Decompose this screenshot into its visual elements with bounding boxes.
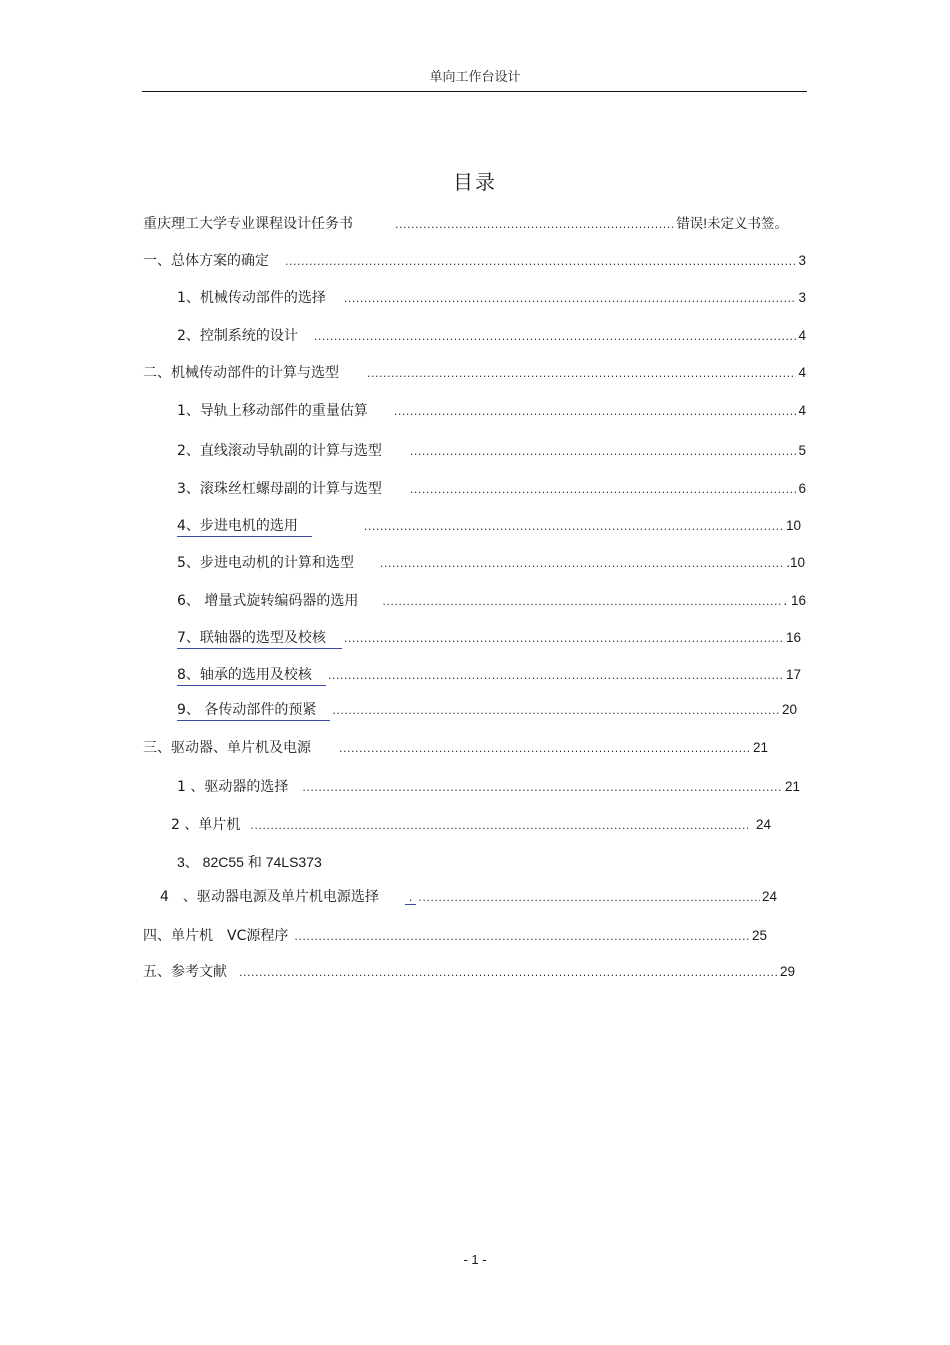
toc-entry-label: 3、 82C55 和 74LS373 [177, 854, 322, 870]
toc-entry-linear-guide[interactable] [177, 440, 806, 462]
toc-entry-link[interactable]: 9、 各传动部件的预紧 [177, 699, 330, 721]
toc-entry-link[interactable]: 7、联轴器的选型及校核 [177, 627, 342, 649]
toc-entry-page: 21 [752, 740, 768, 755]
toc-entry-label: 1、机械传动部件的选择 [177, 290, 326, 306]
toc-leader-dots [339, 742, 751, 755]
toc-entry-mech-selection[interactable] [177, 287, 806, 309]
toc-entry-label: 1、导轨上移动部件的重量估算 [177, 403, 368, 419]
toc-leader-dots [364, 520, 784, 533]
toc-entry-page: .10 [786, 555, 805, 570]
toc-entry-label: 3、滚珠丝杠螺母副的计算与选型 [177, 481, 382, 497]
toc-entry-link[interactable]: 4、步进电机的选用 [177, 515, 312, 537]
toc-entry-page: 错误!未定义书签。 [676, 216, 788, 231]
toc-leader-dots [382, 595, 781, 608]
toc-leader-dots [367, 367, 796, 380]
toc-entry-label: 四、单片机 VC源程序 [143, 928, 289, 944]
toc-leader-dots [314, 330, 797, 343]
toc-entry-vc-source[interactable] [143, 925, 767, 947]
toc-entry-ball-screw[interactable] [177, 478, 806, 500]
toc-entry-page: . 16 [783, 593, 806, 608]
toc-entry-label: 4 、驱动器电源及单片机电源选择 [160, 889, 379, 905]
toc-entry-page: 17 [785, 667, 801, 682]
toc-entry-overall-scheme[interactable] [143, 250, 806, 272]
toc-entry-stepper-calc[interactable] [177, 552, 805, 574]
toc-entry-page: 16 [785, 630, 801, 645]
toc-entry-page: 24 [755, 817, 771, 832]
toc-entry-82c55[interactable] [177, 852, 477, 874]
toc-entry-preload[interactable] [177, 699, 797, 721]
toc-leader-dots [344, 632, 784, 645]
toc-entry-label: 重庆理工大学专业课程设计任务书 [143, 216, 353, 232]
toc-entry-label: 二、机械传动部件的计算与选型 [143, 365, 339, 381]
toc-entry-bearing[interactable] [177, 664, 801, 686]
toc-leader-dots [344, 292, 797, 305]
toc-entry-references[interactable] [143, 961, 795, 983]
toc-leader-dots [380, 557, 784, 570]
toc-entry-label: 6、 增量式旋转编码器的选用 [177, 593, 359, 609]
toc-entry-stepper-selection[interactable] [177, 515, 801, 537]
toc-leader-dots [410, 483, 797, 496]
toc-leader-dots [332, 704, 780, 717]
header-title: 单向工作台设计 [429, 70, 521, 85]
toc-entry-power-selection[interactable] [160, 886, 777, 908]
toc-entry-label: 1 、驱动器的选择 [177, 779, 289, 795]
page-number: - 1 - [463, 1252, 487, 1267]
toc-entry-driver-selection[interactable] [177, 776, 800, 798]
toc-leader-dots [418, 891, 760, 904]
toc-leader-dots [302, 781, 783, 794]
toc-entry-label: 一、总体方案的确定 [143, 253, 269, 269]
toc-leader-dots [410, 445, 797, 458]
toc-leader-dots [394, 405, 797, 418]
toc-entry-page: 4 [798, 328, 806, 343]
toc-entry-page: 4 [798, 403, 806, 418]
toc-entry-label: 五、参考文献 [143, 964, 227, 980]
toc-entry-link[interactable]: 8、轴承的选用及校核 [177, 664, 326, 686]
toc-entry-page: 25 [751, 928, 767, 943]
toc-entry-weight-estimate[interactable] [177, 400, 806, 422]
toc-entry-label: 2、控制系统的设计 [177, 328, 298, 344]
toc-entry-link-marker[interactable]: . [405, 891, 417, 905]
toc-entry-label: 2 、单片机 [171, 817, 241, 833]
toc-entry-control-design[interactable] [177, 325, 806, 347]
toc-entry-task-book[interactable] [143, 212, 788, 234]
toc-leader-dots [250, 819, 748, 832]
toc-entry-mech-calc[interactable] [143, 362, 806, 384]
toc-entry-page: 10 [785, 518, 801, 533]
toc-title: 目录 [453, 170, 497, 194]
header-rule [142, 91, 807, 92]
toc-entry-coupling[interactable] [177, 627, 801, 649]
toc-leader-dots [328, 669, 784, 682]
toc-entry-page: 20 [781, 702, 797, 717]
toc-entry-page: 3 [798, 253, 806, 268]
toc-entry-encoder[interactable] [177, 590, 806, 612]
toc-entry-driver-mcu-power[interactable] [143, 737, 768, 759]
toc-entry-page: 29 [779, 964, 795, 979]
toc-leader-dots [395, 218, 674, 231]
toc-leader-dots [239, 966, 778, 979]
toc-leader-dots [294, 930, 750, 943]
toc-entry-page: 6 [798, 481, 806, 496]
toc-entry-page: 4 [798, 365, 806, 380]
toc-entry-page: 24 [761, 889, 777, 904]
toc-entry-mcu[interactable] [171, 814, 771, 836]
toc-entry-label: 2、直线滚动导轨副的计算与选型 [177, 443, 382, 459]
toc-leader-dots [285, 255, 796, 268]
toc-entry-page: 21 [784, 779, 800, 794]
toc-entry-label: 5、步进电动机的计算和选型 [177, 555, 354, 571]
toc-entry-page: 5 [798, 443, 806, 458]
toc-entry-page: 3 [798, 290, 806, 305]
toc-entry-label: 三、驱动器、单片机及电源 [143, 740, 311, 756]
